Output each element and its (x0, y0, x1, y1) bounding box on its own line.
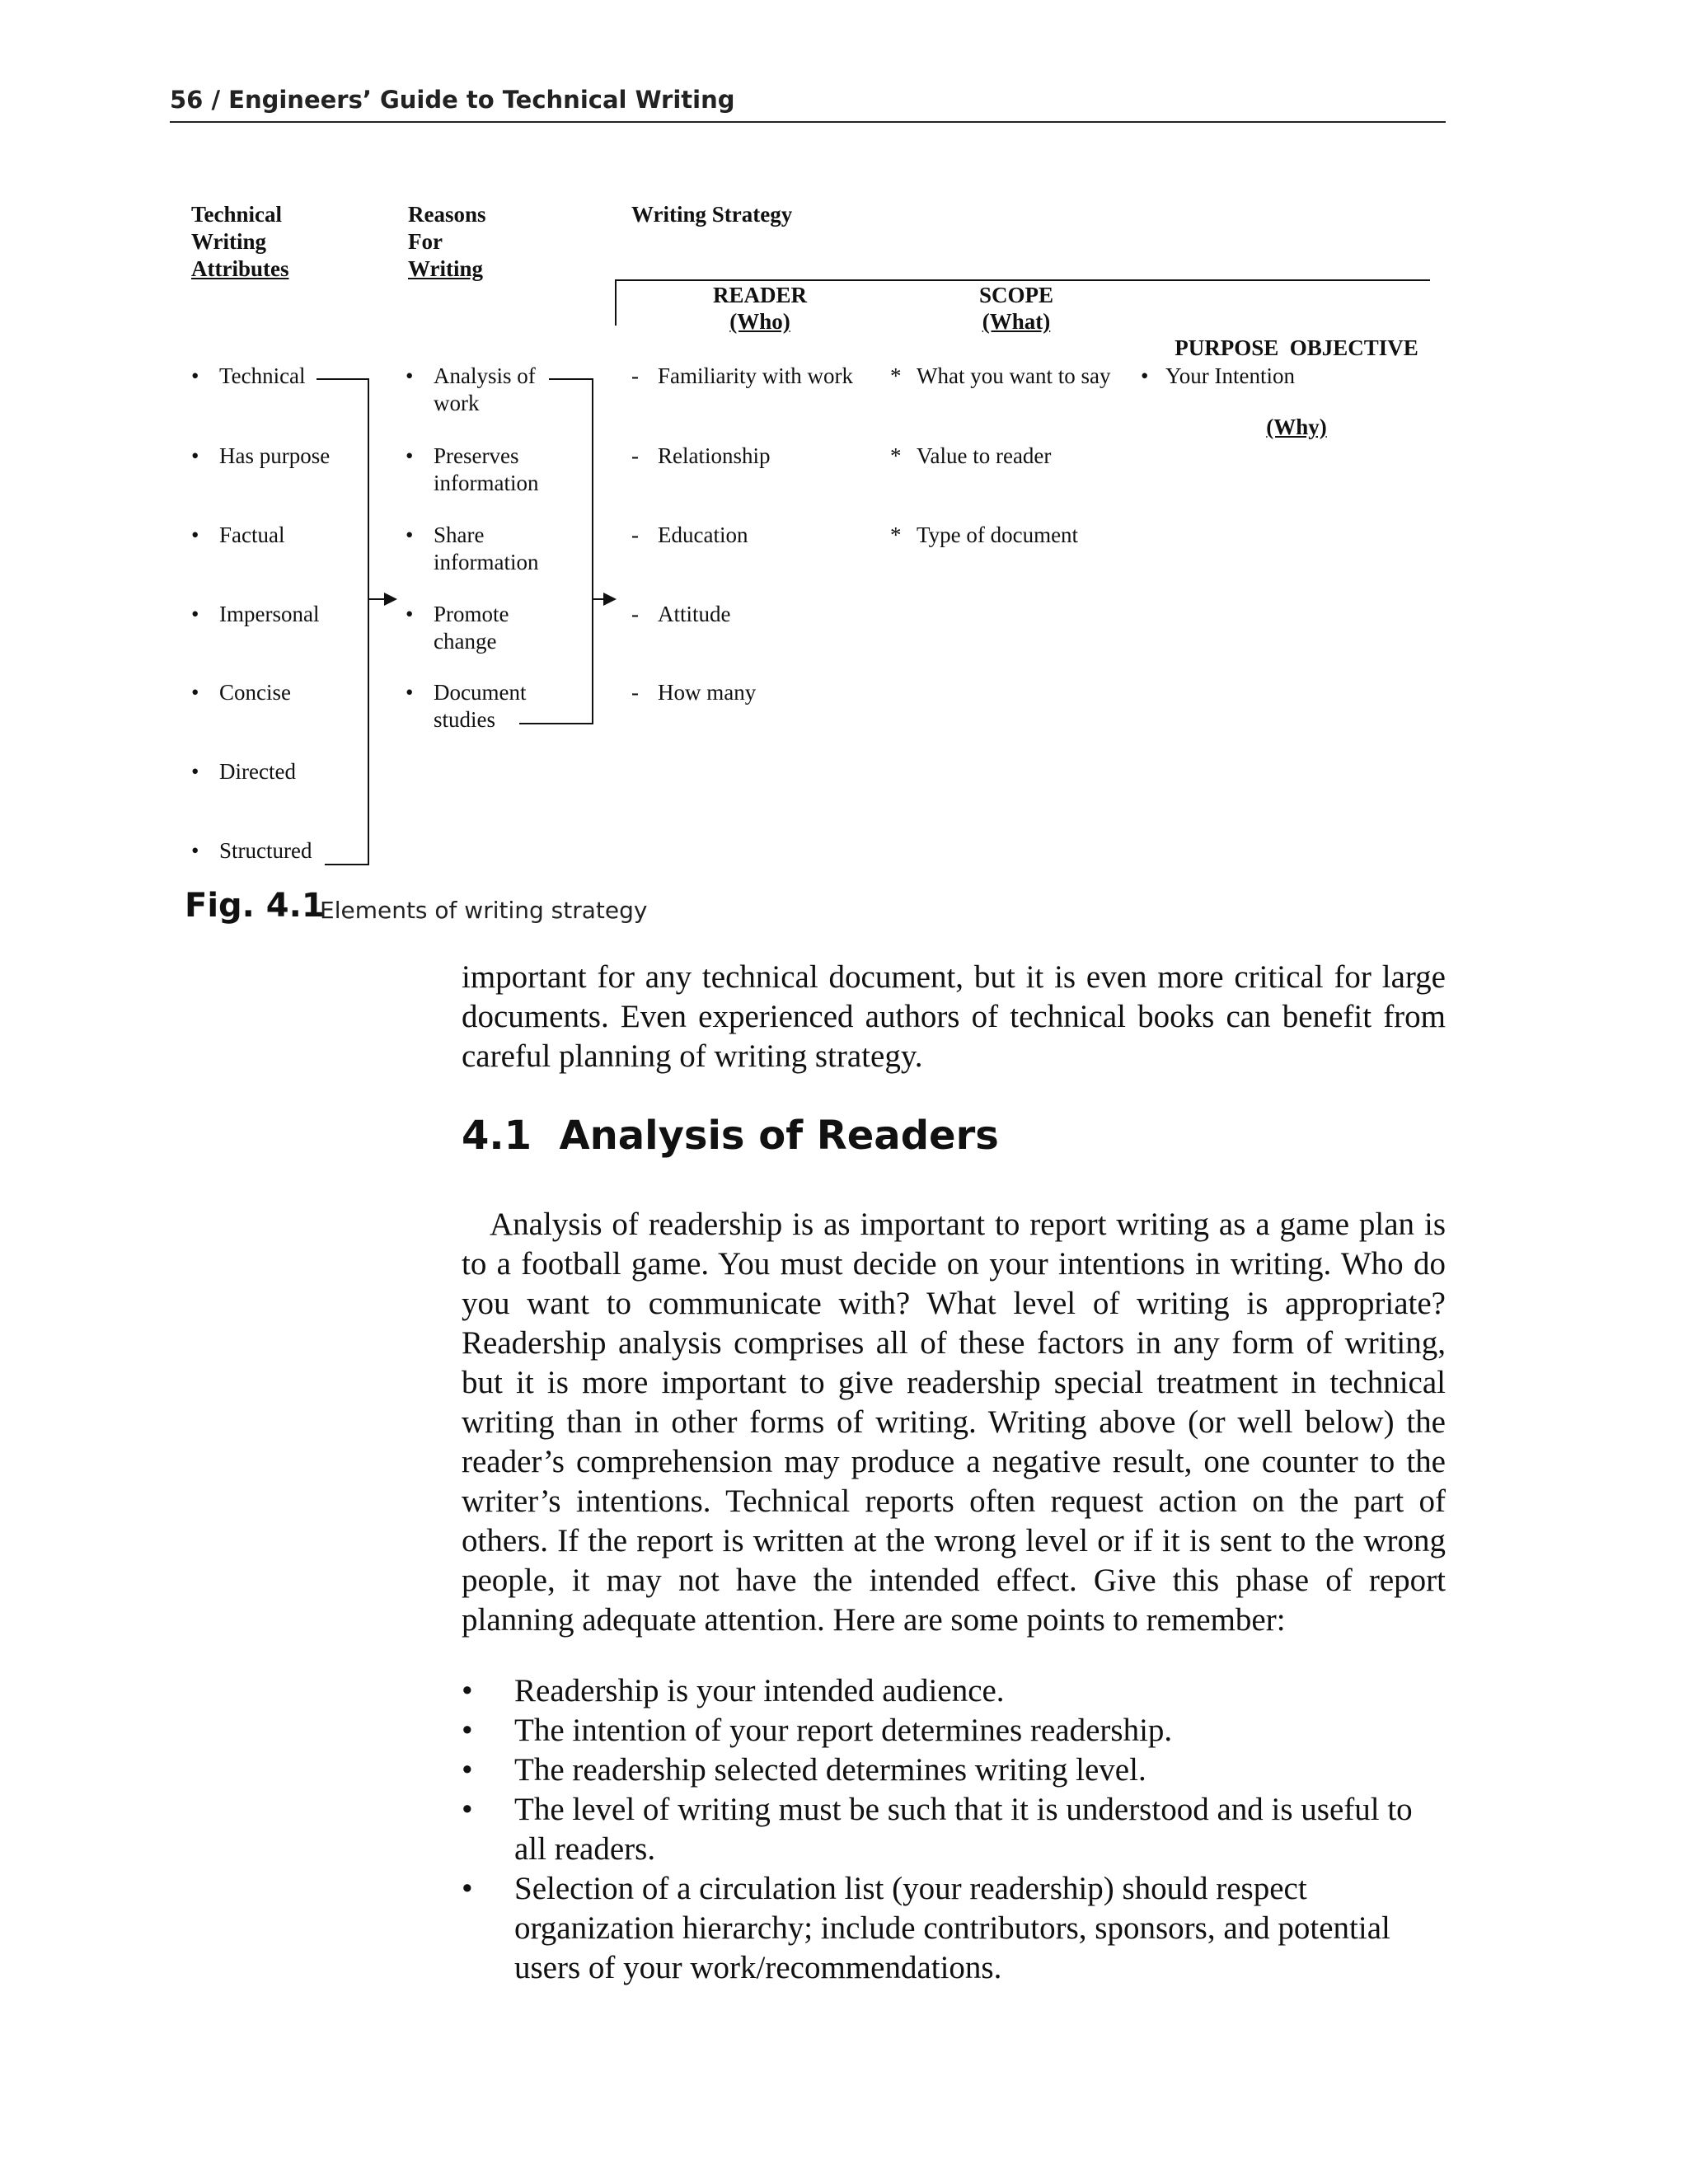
reason-label: Document (434, 680, 527, 705)
bullet-dot: • (191, 680, 199, 705)
dash-mark: - (631, 680, 639, 705)
scope-heading (934, 282, 1099, 335)
reader-heading (678, 282, 842, 335)
star-mark: * (890, 443, 902, 468)
star-mark: * (890, 363, 902, 388)
bullet-dot: • (406, 523, 414, 547)
attribute-label: Structured (219, 838, 312, 863)
star-mark: * (890, 523, 902, 547)
bullet-dot: • (1141, 363, 1149, 388)
reader-item-label: Relationship (658, 443, 771, 468)
bracket2-bottom (519, 723, 593, 724)
scope-item-label: What you want to say (917, 363, 1111, 388)
col3-heading: Writing Strategy (631, 202, 793, 227)
reader-item-label: Education (658, 523, 748, 547)
col1-heading (191, 201, 288, 283)
dash-mark: - (631, 443, 639, 468)
list-item (462, 1790, 1446, 1869)
col2-heading-line: For (408, 229, 443, 254)
bullet-dot: • (191, 443, 199, 468)
dash-mark: - (631, 602, 639, 626)
list-item-text: Selection of a circulation list (your readership) should respect organization hierarchy; include contributors, sponsors, and potential users of your work/recommendations. (514, 1871, 1390, 1985)
attribute-label: Factual (219, 523, 285, 547)
bracket2-arrowhead (603, 593, 617, 606)
reason-label: Share (434, 523, 485, 547)
reason-label: Promote (434, 602, 509, 626)
bracket1-arrow-shaft (369, 598, 386, 600)
intro-paragraph: important for any technical document, but it is even more critical for large documents. Even experienced authors of technical books can benefit from careful planning of writing strategy. (462, 959, 1446, 1074)
attribute-label: Concise (219, 680, 291, 705)
reason-label: information (434, 550, 539, 574)
list-item-text: The level of writing must be such that it is understood and is useful to all readers. (514, 1792, 1413, 1867)
reader-item-label: Familiarity with work (658, 363, 853, 388)
list-item-text: The intention of your report determines readership. (514, 1713, 1173, 1748)
figure-caption-text: Elements of writing strategy (320, 897, 648, 924)
attribute-label: Directed (219, 759, 296, 784)
bullet-dot: • (191, 363, 199, 388)
col2-heading-line: Writing (408, 256, 484, 281)
bullet-dot: • (191, 759, 199, 784)
bullet-dot: • (191, 523, 199, 547)
col1-heading-line: Attributes (191, 256, 289, 281)
dash-mark: - (631, 523, 639, 547)
list-item (462, 1750, 1446, 1790)
col1-heading-line: Writing (191, 229, 267, 254)
analysis-paragraph: Analysis of readership is as important to report writing as a game plan is to a football game. You must decide on your intentions in writing. Who do you want to communicate with? What level of writing is appropriate? Readership analysis comprises all of these factors in any form of writing, but it is more important to give readership special treatment in technical writing than in other forms of writing. Writing above (or well below) the reader’s comprehension may produce a negative result, one counter to the writer’s intentions. Technical reports often request action on the part of others. If the report is written at the wrong level or if it is sent to the wrong people, it may not have the intended effect. Give this phase of report planning adequate attention. Here are some points to remember: (462, 1207, 1446, 1638)
bullet-dot: • (406, 363, 414, 388)
reason-label: Preserves (434, 443, 519, 468)
reader-item-label: How many (658, 680, 757, 705)
col2-heading (408, 201, 486, 283)
reason-label: work (434, 391, 480, 415)
bullet-list (462, 1671, 1446, 1988)
scope-title: SCOPE (978, 283, 1054, 307)
bullet-dot: • (462, 1673, 473, 1708)
bullet-dot: • (406, 443, 414, 468)
figure-caption-number: Fig. 4.1 (185, 887, 325, 925)
attribute-label: Has purpose (219, 443, 331, 468)
figure-4-1 (0, 0, 1688, 931)
bracket2-vertical (592, 378, 593, 724)
scope-item-label: Value to reader (917, 443, 1052, 468)
bracket1-bottom (325, 864, 369, 865)
bullet-dot: • (462, 1713, 473, 1748)
list-item (462, 1671, 1446, 1711)
bullet-dot: • (462, 1752, 473, 1788)
reason-label: Analysis of (434, 363, 536, 388)
bullet-dot: • (406, 680, 414, 705)
bullet-dot: • (191, 838, 199, 863)
bullet-dot: • (406, 602, 414, 626)
purpose-sub: (Why) (1266, 415, 1327, 439)
list-item (462, 1869, 1446, 1988)
bracket1-top (316, 378, 369, 380)
reason-label: change (434, 629, 497, 654)
bracket2-top (549, 378, 593, 380)
dash-mark: - (631, 363, 639, 388)
section-title: 4.1 Analysis of Readers (462, 1113, 999, 1159)
list-item (462, 1711, 1446, 1750)
list-item-text: The readership selected determines writing level. (514, 1752, 1146, 1788)
attribute-label: Impersonal (219, 602, 320, 626)
attribute-label: Technical (219, 363, 306, 388)
scope-item-label: Type of document (917, 523, 1079, 547)
bracket1-vertical (368, 378, 369, 865)
bullet-dot: • (462, 1792, 473, 1827)
running-header: 56 / Engineers’ Guide to Technical Writing (170, 86, 735, 114)
list-item-text: Readership is your intended audience. (514, 1673, 1005, 1708)
purpose-title: PURPOSE OBJECTIVE (1175, 335, 1418, 360)
bullet-dot: • (462, 1871, 473, 1906)
col1-heading-line: Technical (191, 202, 283, 227)
reason-label: information (434, 471, 539, 495)
bracket1-arrowhead (384, 593, 397, 606)
reader-title: READER (712, 283, 807, 307)
col2-heading-line: Reasons (408, 202, 486, 227)
purpose-item-label: Your Intention (1165, 363, 1296, 388)
reader-item-label: Attitude (658, 602, 731, 626)
scope-sub: (What) (982, 309, 1051, 334)
strategy-top-rule (617, 279, 1430, 281)
strategy-left-tick (615, 279, 617, 326)
bullet-dot: • (191, 602, 199, 626)
reason-label: studies (434, 707, 496, 732)
reader-sub: (Who) (729, 309, 790, 334)
